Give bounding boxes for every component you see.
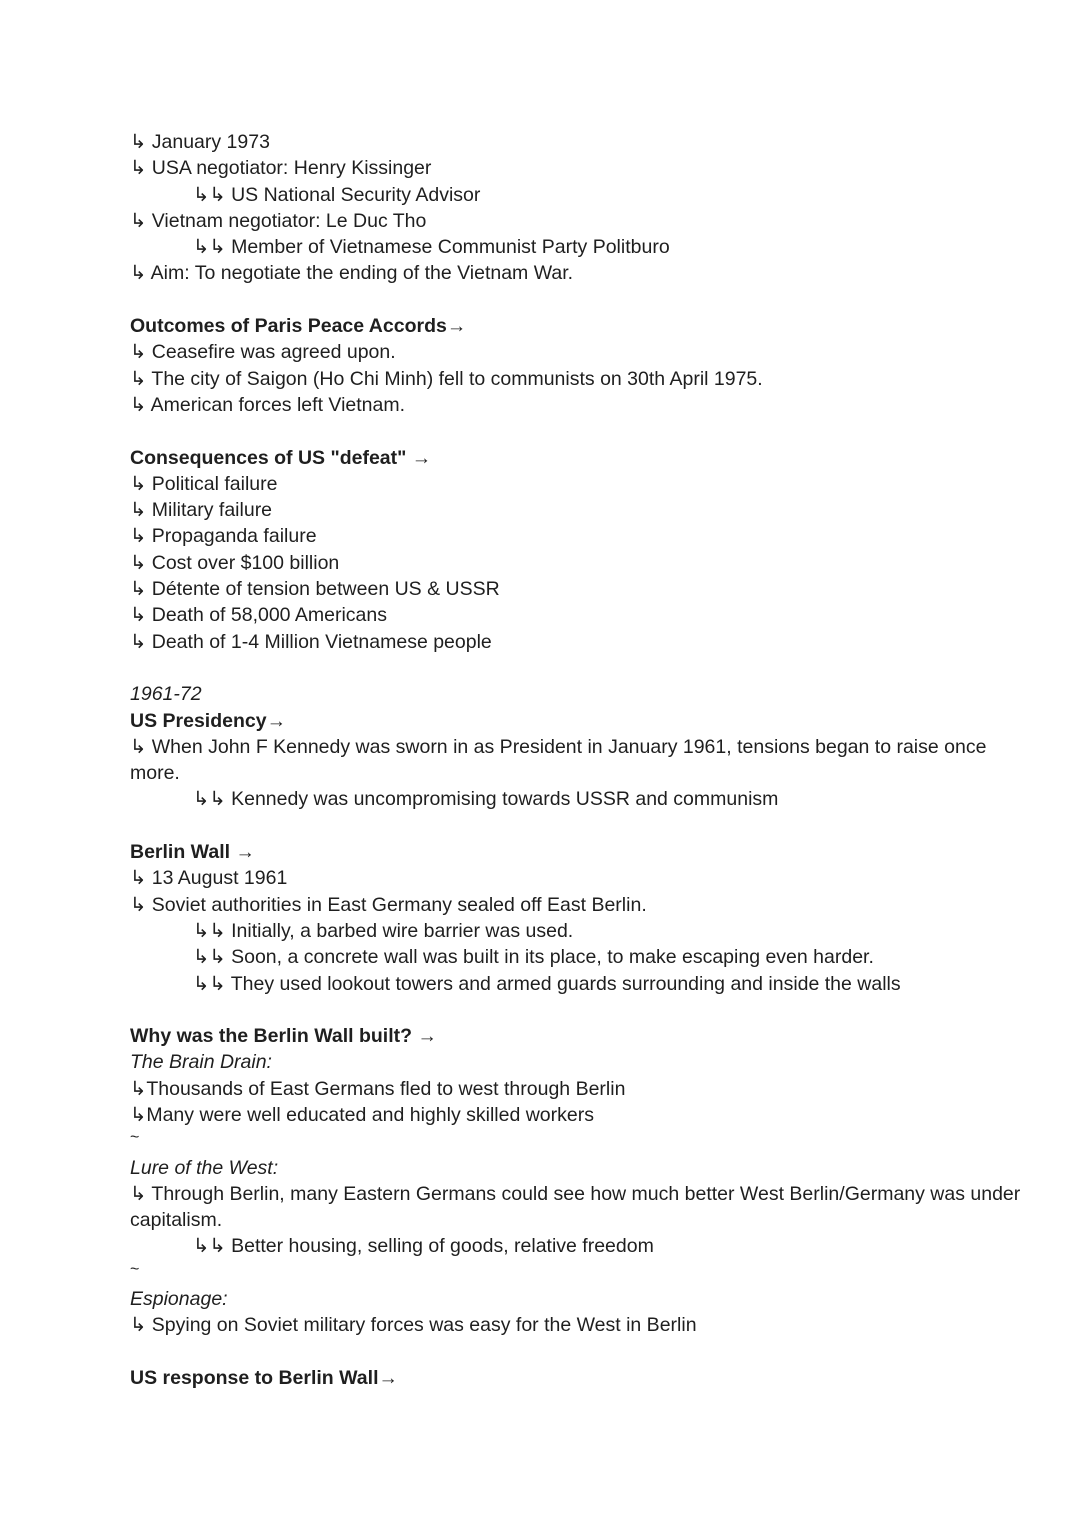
list-item: ↳ The city of Saigon (Ho Chi Minh) fell to communists on 30th April 1975. [130, 367, 763, 390]
sub-list-item: ↳↳ Soon, a concrete wall was built in its place, to make escaping even harder. [193, 946, 874, 969]
spacer [130, 997, 1030, 1023]
list-item: ↳ Through Berlin, many Eastern Germans could see how much better West Berlin/Germany was under capitalism. [130, 1182, 1021, 1232]
spacer [130, 813, 1030, 839]
sub-list-item: ↳↳ Better housing, selling of goods, relative freedom [193, 1235, 654, 1258]
list-item: ↳ Spying on Soviet military forces was easy for the West in Berlin [130, 1314, 697, 1337]
sub-list-item: ↳↳ US National Security Advisor [193, 183, 481, 206]
spacer [130, 287, 1030, 313]
separator: ~ [130, 1260, 140, 1278]
subheading: The Brain Drain: [130, 1051, 272, 1074]
list-item: ↳ Aim: To negotiate the ending of the Vietnam War. [130, 262, 574, 285]
section-heading: Why was the Berlin Wall built? → [130, 1025, 437, 1048]
outcomes-section [130, 313, 1030, 418]
consequences-section [130, 445, 1030, 655]
list-item: ↳ Vietnam negotiator: Le Duc Tho [130, 209, 427, 232]
separator: ~ [130, 1129, 140, 1147]
spacer [130, 1339, 1030, 1365]
list-item: ↳ USA negotiator: Henry Kissinger [130, 157, 432, 180]
list-item: ↳ Death of 1-4 Million Vietnamese people [130, 630, 492, 653]
list-item: ↳ When John F Kennedy was sworn in as President in January 1961, tensions began to raise once more. [130, 735, 987, 785]
date-range: 1961-72 [130, 683, 202, 706]
list-item: ↳ Ceasefire was agreed upon. [130, 341, 396, 364]
sub-list-item: ↳↳ Initially, a barbed wire barrier was used. [193, 919, 574, 942]
list-item: ↳ Soviet authorities in East Germany sealed off East Berlin. [130, 893, 647, 916]
berlin-wall-section [130, 839, 1030, 997]
list-item: ↳ 13 August 1961 [130, 867, 288, 890]
us-response-section [130, 1365, 1030, 1391]
section-heading: Consequences of US "defeat" → [130, 446, 432, 469]
sub-list-item: ↳↳ Kennedy was uncompromising towards USSR and communism [193, 788, 779, 811]
why-built-section [130, 1023, 1030, 1339]
list-item: ↳ Propaganda failure [130, 525, 317, 548]
spacer [130, 418, 1030, 444]
list-item: ↳Thousands of East Germans fled to west through Berlin [130, 1077, 626, 1100]
section-heading: US response to Berlin Wall→ [130, 1366, 398, 1389]
section-heading: Outcomes of Paris Peace Accords→ [130, 315, 467, 338]
presidency-section [130, 681, 1030, 812]
document-page [130, 129, 1030, 1391]
sub-list-item: ↳↳ Member of Vietnamese Communist Party Politburo [193, 236, 670, 259]
subheading: Lure of the West: [130, 1156, 279, 1179]
list-item: ↳ American forces left Vietnam. [130, 393, 406, 416]
section-heading: Berlin Wall → [130, 841, 255, 864]
list-item: ↳ Political failure [130, 472, 278, 495]
list-item: ↳ Death of 58,000 Americans [130, 604, 387, 627]
negotiation-details [130, 129, 1030, 287]
list-item: ↳ Cost over $100 billion [130, 551, 340, 574]
list-item: ↳ Détente of tension between US & USSR [130, 578, 500, 601]
subheading: Espionage: [130, 1288, 228, 1311]
spacer [130, 655, 1030, 681]
section-heading: US Presidency→ [130, 709, 287, 732]
sub-list-item: ↳↳ They used lookout towers and armed guards surrounding and inside the walls [193, 972, 901, 995]
list-item: ↳ January 1973 [130, 131, 270, 153]
list-item: ↳Many were well educated and highly skilled workers [130, 1103, 594, 1126]
list-item: ↳ Military failure [130, 499, 273, 522]
